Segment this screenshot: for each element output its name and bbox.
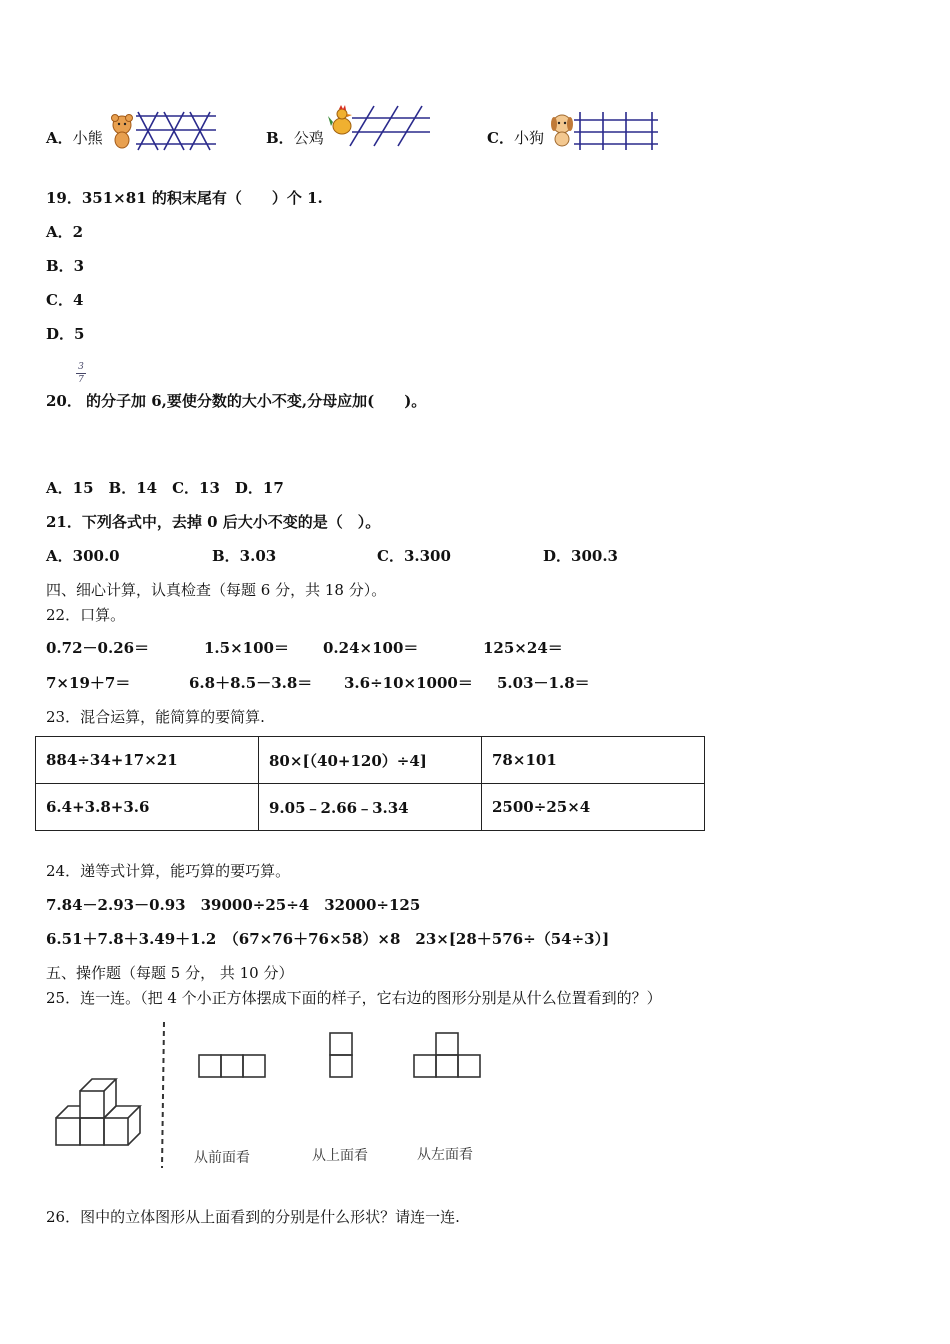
q22-item-4: 125×24＝ [483, 639, 563, 657]
section-5-heading: 五、操作题（每题 5 分， 共 10 分） [46, 964, 294, 982]
q20-number: 20． [46, 392, 82, 410]
q22-item-8: 5.03－1.8＝ [497, 674, 590, 692]
q18-option-c-letter: C． [487, 129, 514, 147]
q18-option-b [266, 127, 324, 148]
dog-icon [551, 115, 573, 146]
q20-fraction-numerator: 3 [78, 362, 84, 372]
rooster-lines [350, 106, 430, 146]
q25-stem: 25．连一连。（把 4 个小正方体摆成下面的样子，它右边的图形分别是从什么位置看到的？） [46, 989, 662, 1007]
q23-cell: 78×101 [482, 737, 705, 784]
view-label-top: 从上面看 [312, 1148, 368, 1164]
q23-cell: 80×[（40+120）÷4] [259, 737, 482, 784]
q18-option-b-label: 公鸡 [293, 129, 324, 147]
q20-options: A．15 B．14 C．13 D．17 [46, 479, 284, 497]
table-row [36, 737, 705, 784]
q19-stem: 19．351×81 的积末尾有（ ）个 1. [46, 189, 323, 207]
q24-row-1: 7.84－2.93－0.93 39000÷25÷4 32000÷125 [46, 896, 421, 914]
q19-option-d: D．5 [46, 325, 85, 343]
q24-row-2: 6.51＋7.8＋3.49＋1.2 （67×76＋76×58）×8 23×[28＋576÷（54÷3）] [46, 930, 610, 948]
q20-fraction-denominator: 7 [78, 375, 84, 385]
dog-lines [574, 112, 658, 150]
left-view-drawing [414, 1033, 480, 1077]
q22-item-6: 6.8＋8.5－3.8＝ [189, 674, 313, 692]
q23-cell: 6.4+3.8+3.6 [36, 784, 259, 831]
q19-option-c: C．4 [46, 291, 84, 309]
q23-cell: 884÷34+17×21 [36, 737, 259, 784]
q21-option-b: B．3.03 [212, 547, 277, 565]
dog-lines-figure [548, 110, 660, 152]
q21-option-c: C．3.300 [377, 547, 451, 565]
bear-lines [136, 112, 216, 150]
q18-option-a-letter: A． [46, 129, 73, 147]
bear-lines-figure [106, 110, 218, 152]
q23-cell: 2500÷25×4 [482, 784, 705, 831]
rooster-icon [328, 105, 352, 134]
q25-figure [48, 1018, 508, 1178]
table-row [36, 784, 705, 831]
view-label-front: 从前面看 [194, 1150, 250, 1166]
q22-item-1: 0.72－0.26＝ [46, 639, 150, 657]
q24-stem: 24．递等式计算，能巧算的要巧算。 [46, 862, 291, 880]
cube-stack-drawing [56, 1079, 140, 1145]
section-4-heading: 四、细心计算，认真检查（每题 6 分，共 18 分）。 [46, 581, 387, 599]
q21-option-a: A．300.0 [46, 547, 120, 565]
bear-icon [112, 115, 133, 149]
q22-item-3: 0.24×100＝ [323, 639, 419, 657]
q18-option-c [487, 127, 544, 148]
top-view-drawing [330, 1033, 352, 1077]
q22-item-5: 7×19＋7＝ [46, 674, 131, 692]
q22-item-7: 3.6÷10×1000＝ [344, 674, 473, 692]
rooster-lines-figure [328, 104, 432, 150]
q26-stem: 26．图中的立体图形从上面看到的分别是什么形状？请连一连. [46, 1208, 460, 1226]
q18-option-b-letter: B． [266, 129, 294, 147]
q20-stem: 的分子加 6,要使分数的大小不变,分母应加( )。 [86, 392, 427, 410]
q22-stem: 22．口算。 [46, 606, 126, 624]
q21-option-d: D．300.3 [543, 547, 618, 565]
q21-stem: 21．下列各式中，去掉 0 后大小不变的是（ ）。 [46, 513, 381, 531]
q23-table [35, 736, 705, 831]
q20-fraction-bar [76, 373, 86, 374]
q18-option-a [46, 127, 103, 148]
q19-option-b: B．3 [46, 257, 85, 275]
front-view-drawing [199, 1055, 265, 1077]
q18-option-c-label: 小狗 [513, 129, 544, 147]
q19-option-a: A．2 [46, 223, 84, 241]
dashed-divider [162, 1022, 164, 1168]
q22-item-2: 1.5×100＝ [204, 639, 289, 657]
q23-cell: 9.05﹣2.66﹣3.34 [259, 784, 482, 831]
q23-stem: 23．混合运算，能简算的要简算. [46, 708, 265, 726]
view-label-left: 从左面看 [417, 1147, 473, 1163]
q20-fraction [76, 362, 86, 385]
q18-option-a-label: 小熊 [72, 129, 103, 147]
